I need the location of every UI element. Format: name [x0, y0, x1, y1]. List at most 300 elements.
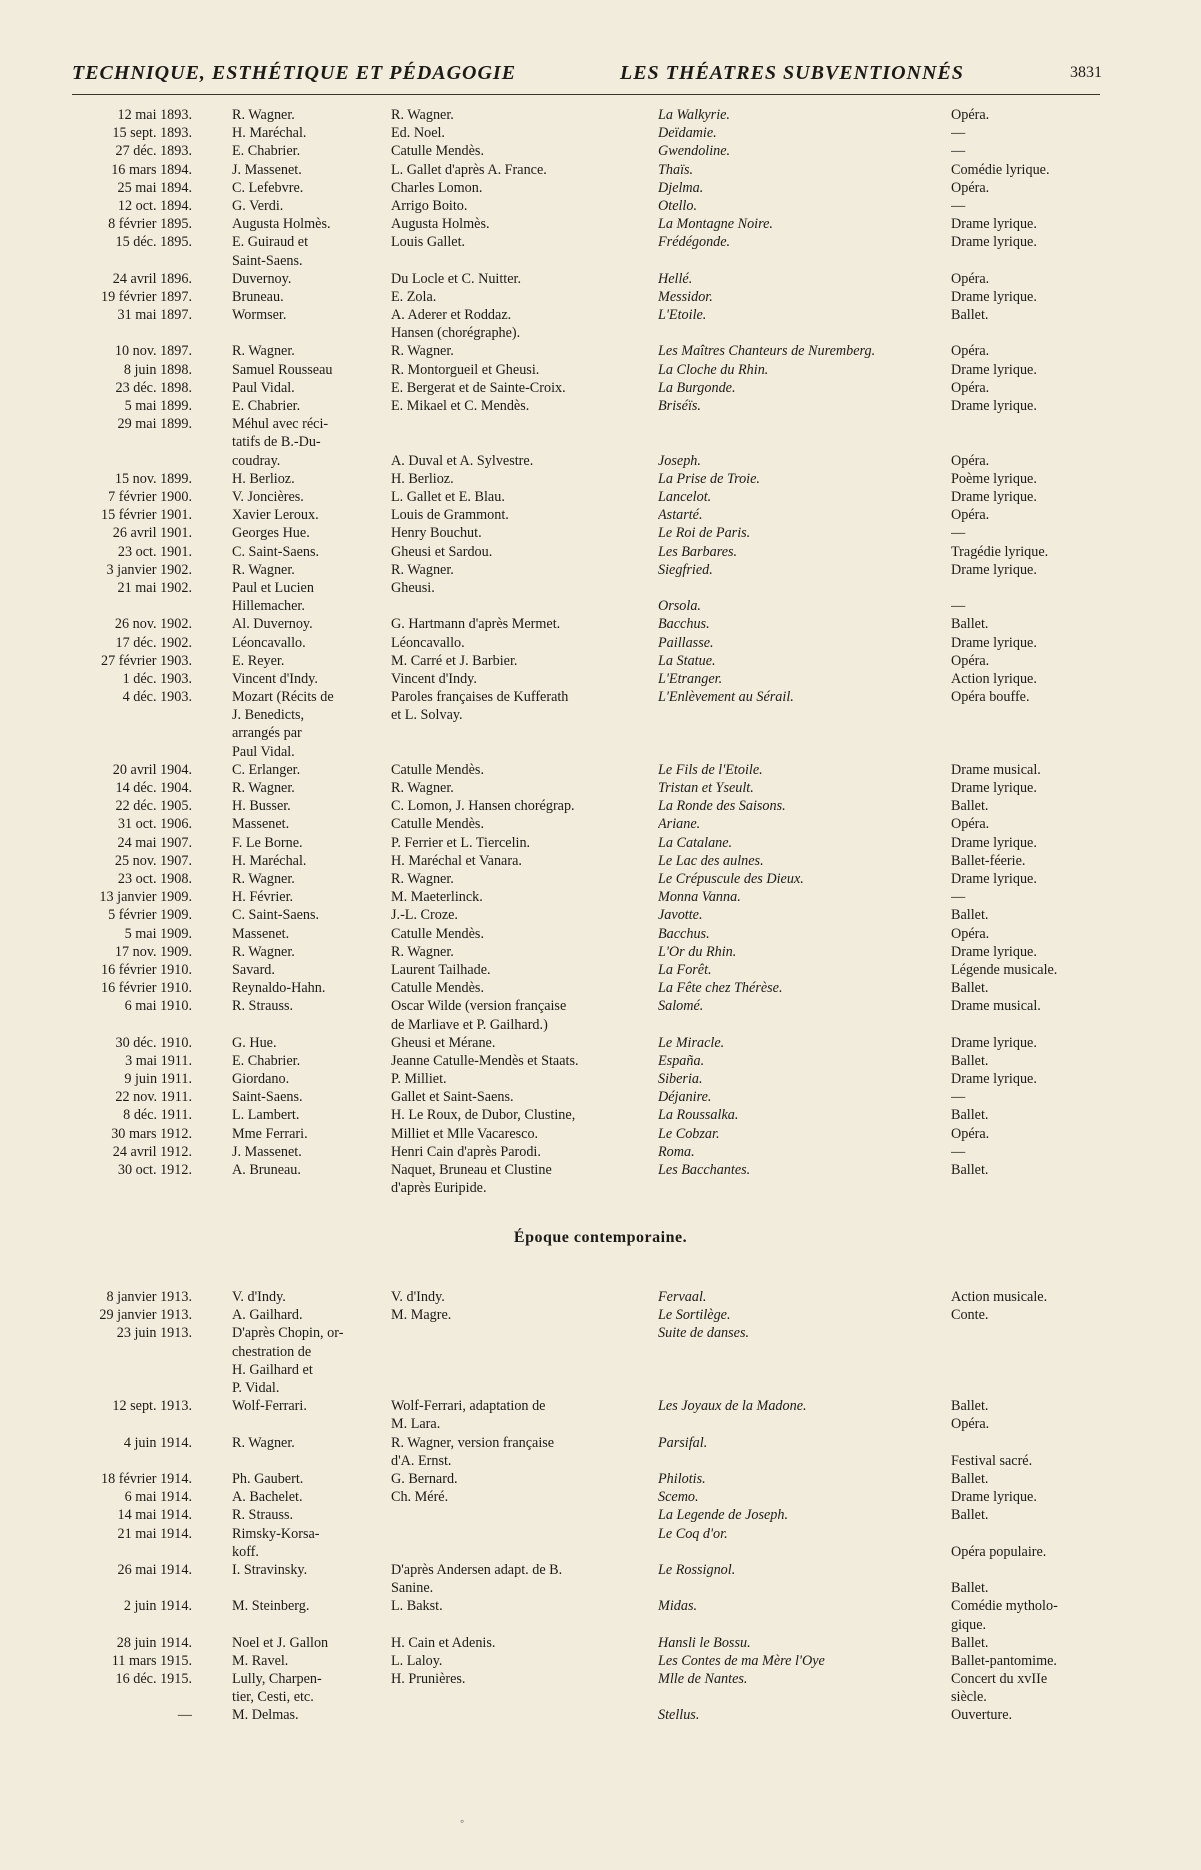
- row-composer: R. Strauss.: [232, 1507, 294, 1524]
- row-genre: Drame lyrique.: [951, 216, 1037, 233]
- row-genre: Drame lyrique.: [951, 943, 1037, 960]
- table-row: [0, 925, 1201, 943]
- table-row: [0, 1525, 1201, 1561]
- table-row: [0, 342, 1201, 360]
- table-row: [0, 1052, 1201, 1070]
- row-title: Joseph.: [658, 452, 701, 469]
- table-row: [0, 1161, 1201, 1197]
- row-title: Gwendoline.: [658, 143, 731, 160]
- row-genre: Concert du xvIIe siècle.: [951, 1671, 1048, 1706]
- table-row: [0, 1597, 1201, 1633]
- table-row: [0, 961, 1201, 979]
- row-title: L'Etranger.: [658, 670, 723, 687]
- row-date: 16 février 1910.: [100, 980, 192, 997]
- row-composer: F. Le Borne.: [232, 834, 303, 851]
- row-title: Suite de danses.: [658, 1325, 750, 1342]
- table-row: [0, 142, 1201, 160]
- row-title: La Legende de Joseph.: [658, 1507, 789, 1524]
- row-date: 31 mai 1897.: [117, 307, 192, 324]
- row-author: Catulle Mendès.: [391, 980, 484, 997]
- row-title: Hellé.: [658, 270, 693, 287]
- table-row: [0, 1106, 1201, 1124]
- row-date: 23 oct. 1901.: [117, 543, 192, 560]
- row-date: 8 déc. 1911.: [123, 1107, 192, 1124]
- row-date: 16 mars 1894.: [111, 161, 192, 178]
- table-row: [0, 779, 1201, 797]
- row-author: P. Milliet.: [391, 1071, 447, 1088]
- row-composer: Noel et J. Gallon: [232, 1634, 329, 1651]
- row-date: 23 oct. 1908.: [117, 871, 192, 887]
- table-row: [0, 579, 1201, 615]
- row-title: L'Or du Rhin.: [658, 943, 737, 960]
- row-title: L'Etoile.: [658, 307, 707, 324]
- row-genre: Opéra.: [951, 507, 990, 524]
- row-date: 27 février 1903.: [100, 652, 192, 669]
- row-author: C. Lomon, J. Hansen chorégrap.: [391, 798, 575, 815]
- row-genre: Tragédie lyrique.: [951, 543, 1049, 560]
- row-genre: Ballet.: [951, 798, 989, 815]
- row-author: R. Wagner.: [391, 943, 454, 960]
- table-row: [0, 397, 1201, 415]
- row-genre: Conte.: [951, 1307, 989, 1324]
- table-row: [0, 1506, 1201, 1524]
- row-date: 21 mai 1914.: [117, 1525, 192, 1542]
- table-row: [0, 124, 1201, 142]
- row-date: 3 janvier 1902.: [106, 561, 192, 578]
- row-date: 17 déc. 1902.: [115, 634, 192, 651]
- row-date: 27 déc. 1893.: [115, 143, 192, 160]
- row-date: 5 février 1909.: [108, 907, 192, 924]
- row-date: 14 mai 1914.: [117, 1507, 192, 1524]
- table-row: [0, 852, 1201, 870]
- row-composer: Duvernoy.: [232, 270, 292, 287]
- row-date: 8 janvier 1913.: [106, 1289, 192, 1305]
- row-composer: R. Wagner.: [232, 107, 295, 123]
- row-title: Fervaal.: [658, 1289, 707, 1305]
- row-title: Frédégonde.: [658, 234, 731, 251]
- row-composer: C. Saint-Saens.: [232, 907, 320, 924]
- row-genre: Drame lyrique.: [951, 834, 1037, 851]
- row-author: L. Laloy.: [391, 1652, 443, 1669]
- row-genre: Drame lyrique.: [951, 1489, 1037, 1506]
- table-row: [0, 179, 1201, 197]
- row-author: Wolf-Ferrari, adaptation de M. Lara.: [391, 1398, 546, 1433]
- row-author: Jeanne Catulle-Mendès et Staats.: [391, 1052, 579, 1069]
- row-composer: Samuel Rousseau: [232, 361, 333, 378]
- row-genre: —: [951, 598, 966, 615]
- row-composer: J. Massenet.: [232, 161, 302, 178]
- row-author: H. Cain et Adenis.: [391, 1634, 496, 1651]
- row-author: Arrigo Boito.: [391, 197, 468, 214]
- row-genre: Ballet-pantomime.: [951, 1652, 1057, 1669]
- row-title: Déjanire.: [658, 1089, 712, 1106]
- row-author: Oscar Wilde (version française de Marliave et P. Gailhard.): [391, 998, 567, 1033]
- row-date: 29 janvier 1913.: [99, 1307, 192, 1324]
- row-date: 13 janvier 1909.: [99, 889, 192, 906]
- table-row: [0, 543, 1201, 561]
- row-composer: Lully, Charpen- tier, Cesti, etc.: [232, 1671, 322, 1706]
- row-genre: —: [951, 197, 966, 214]
- row-genre: Ballet.: [951, 980, 989, 997]
- row-title: Le Fils de l'Etoile.: [658, 761, 763, 778]
- row-title: Mlle de Nantes.: [658, 1671, 748, 1688]
- row-genre: Drame lyrique.: [951, 871, 1037, 887]
- row-genre: Légende musicale.: [951, 961, 1058, 978]
- row-author: R. Wagner.: [391, 780, 454, 797]
- row-genre: Drame musical.: [951, 998, 1041, 1015]
- row-genre: Ballet.: [951, 616, 989, 633]
- table-row: [0, 233, 1201, 269]
- row-author: H. Prunières.: [391, 1671, 466, 1688]
- row-author: Vincent d'Indy.: [391, 670, 477, 687]
- row-author: R. Wagner.: [391, 343, 454, 360]
- row-author: P. Ferrier et L. Tiercelin.: [391, 834, 531, 851]
- row-title: Paillasse.: [658, 634, 714, 651]
- page-number: 3831: [1070, 64, 1102, 81]
- row-title: Le Sortilège.: [658, 1307, 731, 1324]
- row-author: Henri Cain d'après Parodi.: [391, 1143, 541, 1160]
- row-author: E. Mikael et C. Mendès.: [391, 398, 530, 415]
- row-title: Les Bacchantes.: [658, 1162, 751, 1179]
- row-title: Otello.: [658, 197, 698, 214]
- table-row: [0, 834, 1201, 852]
- row-composer: Paul Vidal.: [232, 379, 295, 396]
- row-date: 26 avril 1901.: [112, 525, 192, 542]
- row-composer: G. Hue.: [232, 1034, 277, 1051]
- row-genre: Opéra.: [951, 1125, 990, 1142]
- row-composer: Giordano.: [232, 1071, 290, 1088]
- row-title: Le Cobzar.: [658, 1125, 720, 1142]
- table-row: [0, 361, 1201, 379]
- row-date: 9 juin 1911.: [124, 1071, 192, 1088]
- row-composer: D'après Chopin, or- chestration de H. Gailhard et P. Vidal.: [232, 1325, 344, 1396]
- row-date: 1 déc. 1903.: [122, 670, 192, 687]
- table-row: [0, 379, 1201, 397]
- row-composer: Ph. Gaubert.: [232, 1470, 304, 1487]
- row-title: L'Enlèvement au Sérail.: [658, 689, 794, 706]
- table-row: [0, 1306, 1201, 1324]
- row-genre: Drame lyrique.: [951, 489, 1037, 505]
- row-author: V. d'Indy.: [391, 1289, 445, 1305]
- row-date: 18 février 1914.: [100, 1470, 192, 1487]
- row-author: Gallet et Saint-Saens.: [391, 1089, 514, 1106]
- row-composer: Massenet.: [232, 925, 290, 942]
- table-row: [0, 797, 1201, 815]
- row-author: Gheusi et Sardou.: [391, 543, 493, 560]
- row-date: 6 mai 1914.: [124, 1489, 192, 1506]
- row-composer: E. Reyer.: [232, 652, 285, 669]
- row-author: R. Montorgueil et Gheusi.: [391, 361, 540, 378]
- table-row: [0, 288, 1201, 306]
- row-genre: Drame lyrique.: [951, 234, 1037, 251]
- row-date: 31 oct. 1906.: [117, 816, 192, 833]
- row-composer: Georges Hue.: [232, 525, 310, 542]
- row-composer: L. Lambert.: [232, 1107, 300, 1124]
- table-row: [0, 870, 1201, 888]
- row-title: Les Contes de ma Mère l'Oye: [658, 1652, 825, 1669]
- row-composer: Wolf-Ferrari.: [232, 1398, 307, 1415]
- row-title: Thaïs.: [658, 161, 694, 178]
- row-composer: A. Bruneau.: [232, 1162, 301, 1179]
- row-composer: V. Joncières.: [232, 489, 304, 505]
- row-date: 24 mai 1907.: [117, 834, 192, 851]
- table-row: [0, 524, 1201, 542]
- row-title: La Fête chez Thérèse.: [658, 980, 783, 997]
- row-date: 5 mai 1909.: [124, 925, 192, 942]
- table-row: [0, 761, 1201, 779]
- row-genre: Opéra.: [951, 107, 990, 123]
- row-date: 14 déc. 1904.: [115, 780, 192, 797]
- row-title: Le Roi de Paris.: [658, 525, 751, 542]
- row-title: Les Joyaux de la Madone.: [658, 1398, 807, 1415]
- row-date: 5 mai 1899.: [124, 398, 192, 415]
- row-genre: Drame lyrique.: [951, 288, 1037, 305]
- table-row: [0, 906, 1201, 924]
- row-title: La Forêt.: [658, 961, 712, 978]
- row-genre: Drame lyrique.: [951, 1034, 1037, 1051]
- row-composer: Méhul avec réci- tatifs de B.-Du- coudray.: [232, 416, 329, 469]
- row-genre: Ballet-féerie.: [951, 852, 1026, 869]
- row-composer: R. Wagner.: [232, 871, 295, 887]
- row-date: 3 mai 1911.: [125, 1052, 192, 1069]
- row-author: M. Maeterlinck.: [391, 889, 483, 906]
- row-author: Louis de Grammont.: [391, 507, 509, 524]
- row-author: Charles Lomon.: [391, 179, 483, 196]
- row-composer: Paul et Lucien Hillemacher.: [232, 579, 314, 615]
- row-title: Hansli le Bossu.: [658, 1634, 751, 1651]
- row-date: 20 avril 1904.: [112, 761, 192, 778]
- row-title: La Statue.: [658, 652, 716, 669]
- row-title: Le Rossignol.: [658, 1561, 736, 1578]
- row-author: Gheusi et Mérane.: [391, 1034, 496, 1051]
- row-genre: Ballet.: [951, 1507, 989, 1524]
- row-title: La Ronde des Saisons.: [658, 798, 786, 815]
- table-row: [0, 670, 1201, 688]
- row-date: 15 déc. 1895.: [115, 234, 192, 251]
- table-row: [0, 815, 1201, 833]
- row-genre: —: [951, 125, 966, 142]
- row-date: 21 mai 1902.: [117, 579, 192, 596]
- row-date: 8 février 1895.: [108, 216, 192, 233]
- row-date: 11 mars 1915.: [111, 1652, 192, 1669]
- table-row: [0, 979, 1201, 997]
- row-genre: Opéra populaire.: [951, 1543, 1047, 1560]
- row-genre: —: [951, 1143, 966, 1160]
- row-composer: G. Verdi.: [232, 197, 284, 214]
- row-title: Stellus.: [658, 1707, 700, 1724]
- row-composer: Reynaldo-Hahn.: [232, 980, 326, 997]
- row-composer: M. Ravel.: [232, 1652, 289, 1669]
- row-composer: R. Strauss.: [232, 998, 294, 1015]
- row-author: Catulle Mendès.: [391, 143, 484, 160]
- row-genre: Ballet.: [951, 907, 989, 924]
- row-date: 26 nov. 1902.: [114, 616, 192, 633]
- row-genre: —: [951, 1089, 966, 1106]
- row-author: M. Magre.: [391, 1307, 452, 1324]
- row-date: 16 février 1910.: [100, 961, 192, 978]
- table-row: [0, 1488, 1201, 1506]
- table-row: [0, 106, 1201, 124]
- row-genre: Opéra.: [951, 816, 990, 833]
- table-row: [0, 888, 1201, 906]
- row-author: A. Duval et A. Sylvestre.: [391, 452, 534, 469]
- row-author: L. Gallet et E. Blau.: [391, 489, 505, 505]
- row-author: Ch. Méré.: [391, 1489, 449, 1506]
- row-date: 8 juin 1898.: [123, 361, 192, 378]
- table-row: [0, 1434, 1201, 1470]
- row-date: 24 avril 1912.: [112, 1143, 192, 1160]
- row-genre: Action lyrique.: [951, 670, 1037, 687]
- row-author: Paroles françaises de Kufferath et L. Solvay.: [391, 689, 569, 724]
- row-composer: Savard.: [232, 961, 275, 978]
- row-author: G. Bernard.: [391, 1470, 458, 1487]
- footer-mark: ◦: [460, 1814, 465, 1828]
- row-genre: Ballet.: [951, 1052, 989, 1069]
- row-title: La Prise de Troie.: [658, 470, 760, 487]
- row-composer: R. Wagner.: [232, 780, 295, 797]
- row-author: R. Wagner.: [391, 561, 454, 578]
- row-date: 7 février 1900.: [108, 489, 192, 505]
- row-title: Astarté.: [658, 507, 703, 524]
- row-title: Siegfried.: [658, 561, 713, 578]
- row-title: Le Coq d'or.: [658, 1525, 728, 1542]
- row-composer: E. Chabrier.: [232, 1052, 301, 1069]
- row-author: Louis Gallet.: [391, 234, 466, 251]
- row-title: Les Barbares.: [658, 543, 738, 560]
- row-genre: Poème lyrique.: [951, 470, 1037, 487]
- row-title: La Walkyrie.: [658, 107, 730, 123]
- row-genre: Opéra.: [951, 1416, 990, 1433]
- row-title: Bacchus.: [658, 925, 710, 942]
- row-composer: I. Stravinsky.: [232, 1561, 308, 1578]
- row-genre: Ballet.: [951, 307, 989, 324]
- row-title: Scemo.: [658, 1489, 699, 1506]
- table-row: [0, 652, 1201, 670]
- row-composer: J. Massenet.: [232, 1143, 302, 1160]
- table-row: [0, 1070, 1201, 1088]
- running-title-right: LES THÉATRES SUBVENTIONNÉS: [620, 62, 964, 84]
- table-row: [0, 1143, 1201, 1161]
- row-composer: V. d'Indy.: [232, 1289, 286, 1305]
- row-date: 30 déc. 1910.: [115, 1034, 192, 1051]
- row-title: La Burgonde.: [658, 379, 736, 396]
- row-date: 25 nov. 1907.: [114, 852, 192, 869]
- section-title: Époque contemporaine.: [513, 1229, 688, 1246]
- row-composer: Mme Ferrari.: [232, 1125, 308, 1142]
- repertoire-table-before-1913: [0, 106, 1201, 1197]
- table-row: [0, 1706, 1201, 1724]
- row-date: 6 mai 1910.: [124, 998, 192, 1015]
- row-author: G. Hartmann d'après Mermet.: [391, 616, 561, 633]
- row-date: 23 déc. 1898.: [115, 379, 192, 396]
- repertoire-table-contemporary: [0, 1288, 1201, 1725]
- row-genre: Ballet.: [951, 1580, 989, 1597]
- row-genre: Comédie lyrique.: [951, 161, 1050, 178]
- row-author: Milliet et Mlle Vacaresco.: [391, 1125, 539, 1142]
- row-author: R. Wagner.: [391, 107, 454, 123]
- row-composer: E. Guiraud et Saint-Saens.: [232, 234, 309, 269]
- row-genre: Opéra.: [951, 925, 990, 942]
- row-title: Philotis.: [658, 1470, 706, 1487]
- table-row: [0, 561, 1201, 579]
- row-date: 16 déc. 1915.: [115, 1671, 192, 1688]
- table-row: [0, 997, 1201, 1033]
- row-composer: H. Berlioz.: [232, 470, 295, 487]
- row-composer: C. Erlanger.: [232, 761, 301, 778]
- row-author: E. Bergerat et de Sainte-Croix.: [391, 379, 566, 396]
- row-genre: Drame lyrique.: [951, 398, 1037, 415]
- table-row: [0, 1288, 1201, 1306]
- row-title: Javotte.: [658, 907, 703, 924]
- row-genre: Ballet.: [951, 1107, 989, 1124]
- row-date: 25 mai 1894.: [117, 179, 192, 196]
- row-author: E. Zola.: [391, 288, 437, 305]
- row-genre: Drame lyrique.: [951, 561, 1037, 578]
- row-composer: R. Wagner.: [232, 943, 295, 960]
- row-composer: H. Février.: [232, 889, 294, 906]
- row-date: 22 déc. 1905.: [115, 798, 192, 815]
- row-title: Parsifal.: [658, 1434, 708, 1451]
- row-title: Ariane.: [658, 816, 701, 833]
- row-date: 15 nov. 1899.: [114, 470, 192, 487]
- row-author: A. Aderer et Roddaz. Hansen (chorégraphe).: [391, 307, 521, 342]
- row-composer: Al. Duvernoy.: [232, 616, 313, 633]
- row-author: M. Carré et J. Barbier.: [391, 652, 518, 669]
- row-genre: Opéra.: [951, 379, 990, 396]
- running-title-left: TECHNIQUE, ESTHÉTIQUE ET PÉDAGOGIE: [72, 62, 517, 84]
- row-date: 4 juin 1914.: [123, 1434, 192, 1451]
- table-row: [0, 415, 1201, 470]
- row-genre: Opéra.: [951, 652, 990, 669]
- row-genre: Festival sacré.: [951, 1452, 1033, 1469]
- table-row: [0, 1470, 1201, 1488]
- row-author: L. Gallet d'après A. France.: [391, 161, 547, 178]
- row-composer: Xavier Leroux.: [232, 507, 319, 524]
- row-composer: Mozart (Récits de J. Benedicts, arrangés par Paul Vidal.: [232, 689, 334, 760]
- row-title: Tristan et Yseult.: [658, 780, 754, 797]
- row-title: Le Miracle.: [658, 1034, 725, 1051]
- row-genre: Action musicale.: [951, 1289, 1048, 1305]
- table-row: [0, 943, 1201, 961]
- row-date: 15 sept. 1893.: [112, 125, 192, 142]
- row-genre: Opéra bouffe.: [951, 689, 1030, 706]
- row-date: —: [177, 1707, 192, 1724]
- row-composer: E. Chabrier.: [232, 398, 301, 415]
- row-composer: A. Gailhard.: [232, 1307, 303, 1324]
- row-title: España.: [658, 1052, 705, 1069]
- row-author: Ed. Noel.: [391, 125, 445, 142]
- row-composer: Léoncavallo.: [232, 634, 306, 651]
- row-composer: R. Wagner.: [232, 343, 295, 360]
- row-author: R. Wagner.: [391, 871, 454, 887]
- table-row: [0, 1634, 1201, 1652]
- row-title: La Cloche du Rhin.: [658, 361, 769, 378]
- row-composer: R. Wagner.: [232, 561, 295, 578]
- row-genre: Opéra.: [951, 270, 990, 287]
- table-row: [0, 634, 1201, 652]
- row-date: 4 déc. 1903.: [122, 689, 192, 706]
- row-title: La Roussalka.: [658, 1107, 739, 1124]
- row-date: 22 nov. 1911.: [115, 1089, 192, 1106]
- table-row: [0, 306, 1201, 342]
- row-title: La Montagne Noire.: [658, 216, 773, 233]
- row-composer: H. Maréchal.: [232, 125, 307, 142]
- table-row: [0, 270, 1201, 288]
- table-row: [0, 506, 1201, 524]
- row-author: Catulle Mendès.: [391, 761, 484, 778]
- row-author: R. Wagner, version française d'A. Ernst.: [391, 1434, 555, 1469]
- row-genre: Ballet.: [951, 1398, 989, 1415]
